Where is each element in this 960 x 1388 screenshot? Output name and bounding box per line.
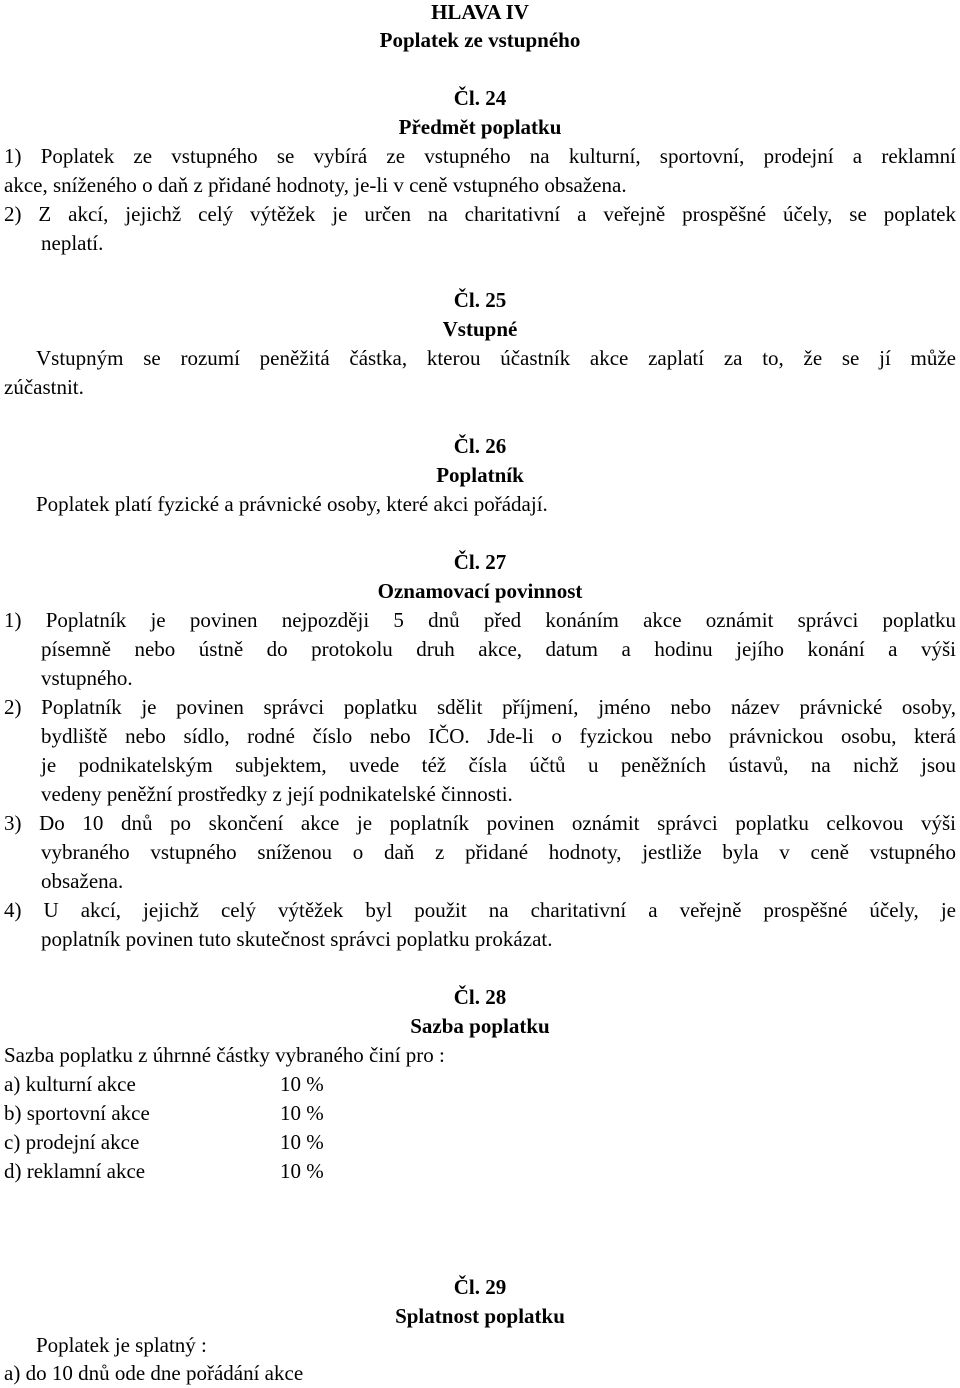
article-26-number: Čl. 26 (453, 434, 507, 458)
article-27-paragraph-2-line-4: vedeny peněžní prostředky z její podnikatelské činnosti. (41, 782, 513, 806)
chapter-heading: HLAVA IV (431, 0, 529, 24)
article-27-paragraph-2-line-1: 2) Poplatník je povinen správci poplatku sdělit příjmení, jméno nebo název právnické osoby, (4, 695, 956, 719)
rate-value-kulturni: 10 % (280, 1072, 324, 1096)
article-28-title: Sazba poplatku (410, 1014, 550, 1038)
article-29-number: Čl. 29 (453, 1275, 507, 1299)
article-27-paragraph-4-line-1: 4) U akcí, jejichž celý výtěžek byl použit na charitativní a veřejně prospěšné účely, je (4, 898, 956, 922)
rate-label-prodejni: c) prodejní akce (4, 1130, 140, 1154)
article-27-paragraph-4-line-2: poplatník povinen tuto skutečnost správci poplatku prokázat. (41, 927, 553, 951)
article-25-title: Vstupné (442, 317, 518, 341)
rate-value-sportovni: 10 % (280, 1101, 324, 1125)
article-27-number: Čl. 27 (453, 550, 507, 574)
rate-label-kulturni: a) kulturní akce (4, 1072, 136, 1096)
article-29-title: Splatnost poplatku (395, 1304, 565, 1328)
rate-value-reklamni: 10 % (280, 1159, 324, 1183)
article-24-paragraph-2-line-2: neplatí. (41, 231, 104, 255)
article-25-text-line-2: zúčastnit. (4, 375, 84, 399)
article-28-intro: Sazba poplatku z úhrnné částky vybraného činí pro : (4, 1043, 445, 1067)
rate-label-sportovni: b) sportovní akce (4, 1101, 150, 1125)
chapter-title: Poplatek ze vstupného (379, 28, 581, 52)
article-24-title: Předmět poplatku (398, 115, 562, 139)
article-24-number: Čl. 24 (453, 86, 507, 110)
article-28-number: Čl. 28 (453, 985, 507, 1009)
article-24-paragraph-2-line-1: 2) Z akcí, jejichž celý výtěžek je určen na charitativní a veřejně prospěšné účely, se poplatek (4, 202, 956, 226)
rate-label-reklamni: d) reklamní akce (4, 1159, 146, 1183)
article-26-text-line-1: Poplatek platí fyzické a právnické osoby, které akci pořádají. (36, 492, 548, 516)
article-27-paragraph-3-line-3: obsažena. (41, 869, 124, 893)
article-27-paragraph-1-line-1: 1) Poplatník je povinen nejpozději 5 dnů před konáním akce oznámit správci poplatku (4, 608, 956, 632)
article-27-paragraph-2-line-3: je podnikatelským subjektem, uvede též čísla účtů u peněžních ústavů, na nichž jsou (41, 753, 956, 777)
article-29-item-a: a) do 10 dnů ode dne pořádání akce (4, 1361, 304, 1385)
article-25-text-line-1: Vstupným se rozumí peněžitá částka, kterou účastník akce zaplatí za to, že se jí může (36, 346, 956, 370)
article-29-intro: Poplatek je splatný : (36, 1333, 207, 1357)
rate-value-prodejni: 10 % (280, 1130, 324, 1154)
article-25-number: Čl. 25 (453, 288, 507, 312)
article-27-paragraph-3-line-1: 3) Do 10 dnů po skončení akce je poplatník povinen oznámit správci poplatku celkovou výši (4, 811, 956, 835)
article-26-title: Poplatník (436, 463, 524, 487)
article-27-paragraph-2-line-2: bydliště nebo sídlo, rodné číslo nebo IČO. Jde-li o fyzickou nebo právnickou osobu, která (41, 724, 956, 748)
article-27-paragraph-1-line-3: vstupného. (41, 666, 133, 690)
article-27-paragraph-3-line-2: vybraného vstupného sníženou o daň z přidané hodnoty, jestliže byla v ceně vstupného (41, 840, 956, 864)
article-24-paragraph-1-line-2: akce, sníženého o daň z přidané hodnoty, je-li v ceně vstupného obsažena. (4, 173, 627, 197)
article-24-paragraph-1-line-1: 1) Poplatek ze vstupného se vybírá ze vstupného na kulturní, sportovní, prodejní a reklamní (4, 144, 956, 168)
article-27-paragraph-1-line-2: písemně nebo ústně do protokolu druh akce, datum a hodinu jejího konání a výši (41, 637, 956, 661)
article-27-title: Oznamovací povinnost (377, 579, 583, 603)
